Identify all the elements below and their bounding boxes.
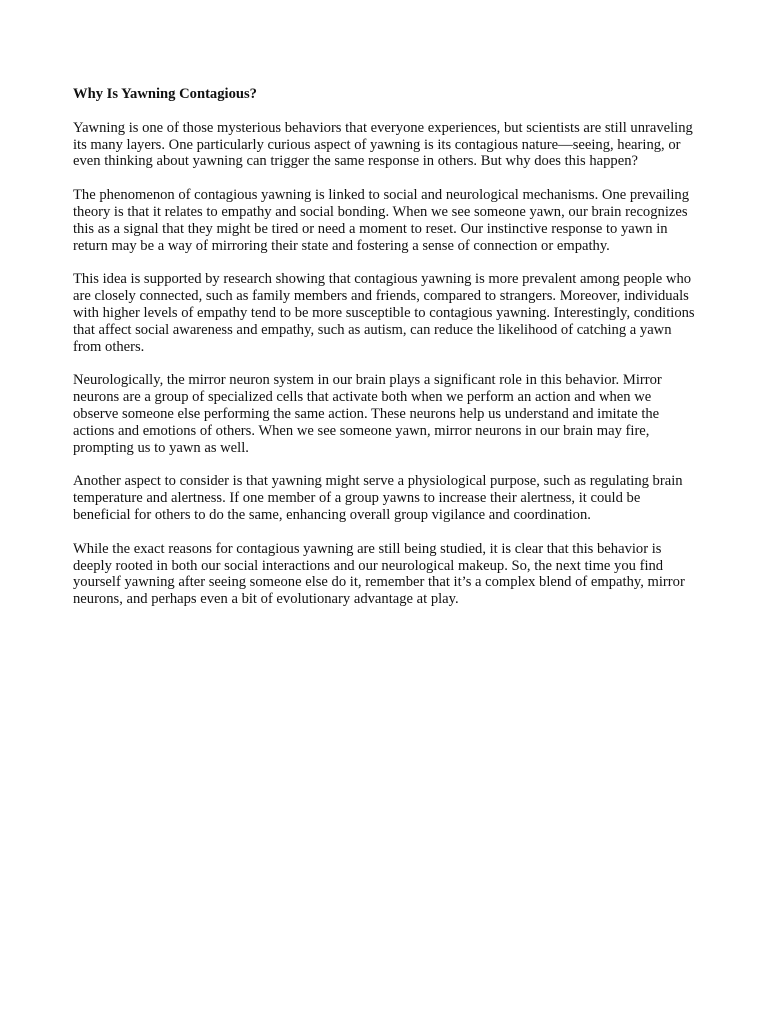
- paragraph-social-theory: The phenomenon of contagious yawning is linked to social and neurological mechanisms. One prevailing theory is that it relates to empathy and social bonding. When we see someone yawn, our brain recognizes this as a signal that they might be tired or need a moment to reset. Our instinctive response to yawn in return may be a way of mirroring their state and fostering a sense of connection or empathy.: [73, 187, 690, 254]
- paragraph-physiology: Another aspect to consider is that yawning might serve a physiological purpose, such as regulating brain temperature and alertness. If one member of a group yawns to increase their alertness, it could be beneficial for others to do the same, enhancing overall group vigilance and coordination.: [73, 473, 683, 523]
- paragraph-conclusion: While the exact reasons for contagious yawning are still being studied, it is clear that this behavior is deeply rooted in both our social interactions and our neurological makeup. So, the next time you find yourself yawning after seeing someone else do it, remember that it’s a complex blend of empathy, mirror neurons, and perhaps even a bit of evolutionary advantage at play.: [73, 540, 685, 608]
- paragraph-research: This idea is supported by research showing that contagious yawning is more prevalent among people who are closely connected, such as family members and friends, compared to strangers. Moreover, individuals with higher levels of empathy tend to be more susceptible to contagious yawning. Interestingly, conditions that affect social awareness and empathy, such as autism, can reduce the likelihood of catching a yawn from others.: [73, 271, 695, 355]
- paragraph-mirror-neurons: Neurologically, the mirror neuron system in our brain plays a significant role in this behavior. Mirror neurons are a group of specialized cells that activate both when we perform an action and when we observe someone else performing the same action. These neurons help us understand and imitate the actions and emotions of others. When we see someone yawn, mirror neurons in our brain may fire, prompting us to yawn as well.: [73, 372, 662, 456]
- document-body: [73, 86, 698, 625]
- paragraph-intro: Yawning is one of those mysterious behaviors that everyone experiences, but scientists are still unraveling its many layers. One particularly curious aspect of yawning is its contagious nature—seeing, hearing, or even thinking about yawning can trigger the same response in others. But why does this happen?: [73, 119, 693, 170]
- document-title: Why Is Yawning Contagious?: [73, 86, 257, 102]
